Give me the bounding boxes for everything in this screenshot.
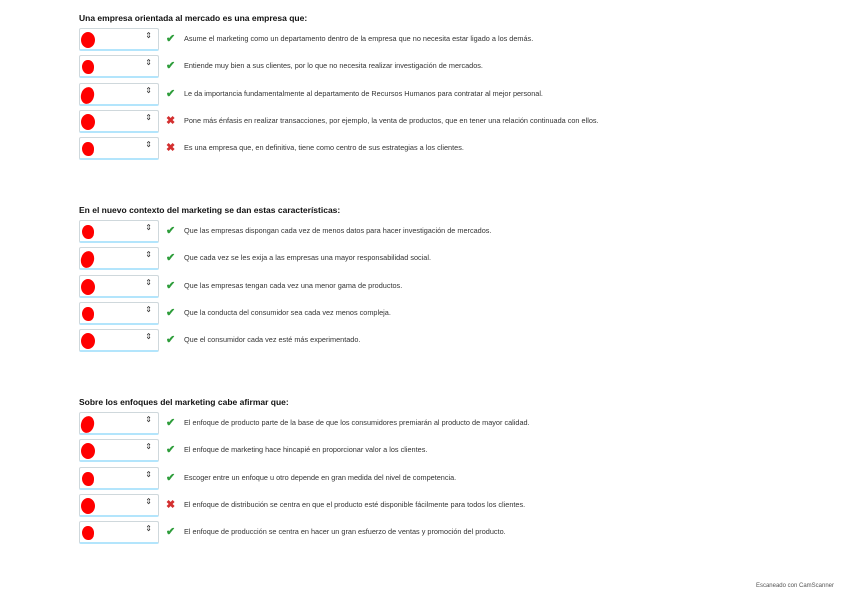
answer-row [79, 83, 799, 106]
check-icon: ✔ [166, 471, 176, 484]
check-icon: ✔ [166, 526, 176, 538]
check-icon: ✔ [166, 279, 176, 292]
answer-select[interactable] [79, 329, 159, 352]
up-down-caret-icon: ⇕ [145, 31, 152, 40]
redaction-scribble [82, 472, 94, 486]
redaction-scribble [79, 85, 96, 105]
answer-select[interactable] [79, 137, 159, 160]
check-icon: ✔ [166, 417, 176, 429]
answer-row [79, 220, 799, 243]
up-down-caret-icon: ⇕ [145, 140, 152, 149]
answer-select[interactable] [79, 467, 159, 490]
up-down-caret-icon: ⇕ [145, 250, 152, 260]
cross-icon: ✖ [166, 498, 176, 511]
up-down-caret-icon: ⇕ [145, 223, 152, 232]
answer-text: El enfoque de marketing hace hincapié en proporcionar valor a los clientes. [184, 445, 428, 455]
answer-row [79, 275, 799, 298]
check-icon: ✔ [166, 60, 176, 73]
question-block [79, 396, 799, 548]
answer-select[interactable] [79, 439, 159, 462]
answer-row [79, 302, 799, 325]
answer-text: Pone más énfasis en realizar transacciones, por ejemplo, la venta de productos, que en tener una relación continuada con ellos. [184, 115, 599, 125]
answer-row [79, 110, 799, 133]
up-down-caret-icon: ⇕ [145, 277, 152, 287]
question-title: En el nuevo contexto del marketing se dan estas características: [79, 205, 341, 215]
up-down-caret-icon: ⇕ [145, 524, 152, 533]
redaction-scribble [82, 307, 94, 321]
redaction-scribble [81, 333, 95, 349]
answer-row [79, 467, 799, 490]
question-title: Una empresa orientada al mercado es una empresa que: [79, 13, 308, 23]
answer-row [79, 329, 799, 352]
redaction-scribble [79, 250, 96, 270]
check-icon: ✔ [166, 306, 176, 319]
answer-text: Que el consumidor cada vez esté más experimentado. [184, 335, 361, 344]
cross-icon: ✖ [166, 142, 176, 154]
answer-select[interactable] [79, 412, 159, 435]
up-down-caret-icon: ⇕ [145, 112, 152, 122]
redaction-scribble [81, 443, 95, 459]
up-down-caret-icon: ⇕ [145, 415, 152, 424]
up-down-caret-icon: ⇕ [145, 442, 152, 452]
answer-text: Que cada vez se les exija a las empresas una mayor responsabilidad social. [184, 253, 432, 263]
question-block [79, 204, 799, 356]
redaction-scribble [82, 142, 94, 156]
check-icon: ✔ [166, 252, 176, 265]
redaction-scribble [81, 279, 95, 295]
answer-select[interactable] [79, 247, 159, 270]
answer-row [79, 439, 799, 462]
answer-row [79, 28, 799, 51]
check-icon: ✔ [166, 225, 176, 237]
cross-icon: ✖ [166, 114, 176, 127]
answer-text: Le da importancia fundamentalmente al departamento de Recursos Humanos para contratar al mejor personal. [184, 88, 543, 98]
redaction-scribble [82, 225, 94, 239]
check-icon: ✔ [166, 334, 176, 346]
answer-row [79, 137, 799, 160]
answer-row [79, 412, 799, 435]
answer-select[interactable] [79, 494, 159, 517]
up-down-caret-icon: ⇕ [145, 496, 152, 506]
answer-text: Escoger entre un enfoque u otro depende en gran medida del nivel de competencia. [184, 472, 457, 482]
answer-select[interactable] [79, 110, 159, 133]
answer-row [79, 55, 799, 78]
up-down-caret-icon: ⇕ [145, 469, 152, 479]
watermark: Escaneado con CamScanner [755, 583, 834, 589]
answer-row [79, 494, 799, 517]
redaction-scribble [79, 415, 96, 435]
answer-select[interactable] [79, 83, 159, 106]
redaction-scribble [81, 32, 95, 48]
up-down-caret-icon: ⇕ [145, 304, 152, 314]
question-block [79, 12, 799, 164]
up-down-caret-icon: ⇕ [145, 58, 152, 68]
answer-select[interactable] [79, 302, 159, 325]
up-down-caret-icon: ⇕ [145, 332, 152, 341]
answer-select[interactable] [79, 521, 159, 544]
answer-select[interactable] [79, 275, 159, 298]
up-down-caret-icon: ⇕ [145, 85, 152, 95]
check-icon: ✔ [166, 87, 176, 100]
answer-text: Que las empresas tengan cada vez una menor gama de productos. [184, 280, 403, 290]
question-title: Sobre los enfoques del marketing cabe afirmar que: [79, 397, 289, 407]
answer-select[interactable] [79, 220, 159, 243]
answer-select[interactable] [79, 55, 159, 78]
answer-row [79, 247, 799, 270]
answer-text: Es una empresa que, en definitiva, tiene como centro de sus estrategias a los clientes. [184, 143, 464, 152]
answer-text: El enfoque de producción se centra en hacer un gran esfuerzo de ventas y promoción del producto. [184, 527, 506, 536]
redaction-scribble [82, 526, 94, 540]
answer-text: Entiende muy bien a sus clientes, por lo que no necesita realizar investigación de mercados. [184, 61, 483, 71]
redaction-scribble [81, 114, 95, 130]
answer-text: El enfoque de distribución se centra en que el producto esté disponible fácilmente para todos los clientes. [184, 499, 526, 509]
check-icon: ✔ [166, 444, 176, 457]
answer-text: Asume el marketing como un departamento dentro de la empresa que no necesita estar ligado a los demás. [184, 34, 534, 43]
answer-row [79, 521, 799, 544]
check-icon: ✔ [166, 33, 176, 45]
answer-text: Que la conducta del consumidor sea cada vez menos compleja. [184, 307, 391, 317]
answer-text: El enfoque de producto parte de la base de que los consumidores premiarán al producto de mayor calidad. [184, 418, 530, 427]
redaction-scribble [82, 60, 94, 74]
redaction-scribble [81, 498, 95, 514]
answer-text: Que las empresas dispongan cada vez de menos datos para hacer investigación de mercados. [184, 226, 492, 235]
answer-select[interactable] [79, 28, 159, 51]
